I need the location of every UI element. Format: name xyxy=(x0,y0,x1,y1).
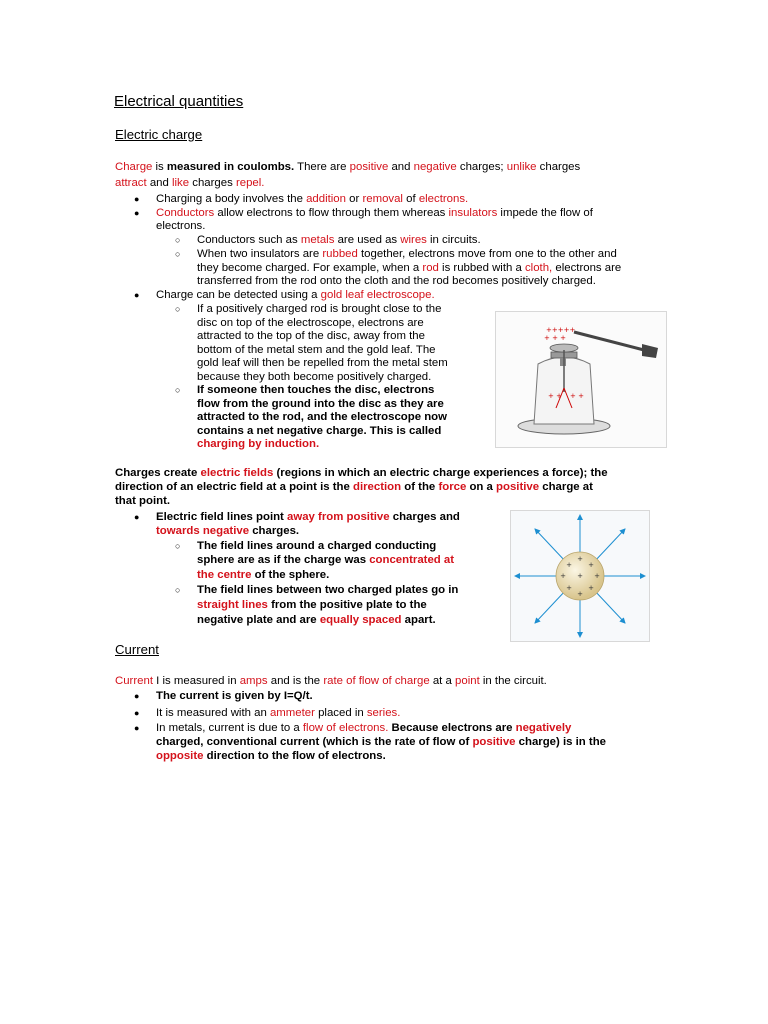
sub-item-sphere-l3: the centre of the sphere. xyxy=(197,569,330,581)
charge-intro-line-1: Charge is measured in coulombs. There are positive and negative charges; unlike charges xyxy=(115,161,581,173)
fields-para-line-2: direction of an electric field at a point is the direction of the force on a positive charge at xyxy=(115,481,593,493)
list-item-metals-l3: opposite direction to the flow of electrons. xyxy=(156,750,386,762)
plus-sign: + xyxy=(577,590,583,598)
bullet-circle: ○ xyxy=(175,385,181,395)
bullet-dot: ● xyxy=(134,208,140,218)
plus-sign: + xyxy=(588,561,594,569)
bullet-circle: ○ xyxy=(175,585,181,595)
plus-sign: + xyxy=(577,555,583,563)
list-item-electroscope: Charge can be detected using a gold leaf electroscope. xyxy=(156,289,435,301)
bullet-dot: ● xyxy=(134,691,140,701)
list-item-ammeter: It is measured with an ammeter placed in series. xyxy=(156,707,401,719)
list-item-metals-l2: charged, conventional current (which is the rate of flow of positive charge) is in the xyxy=(156,736,607,748)
plus-sign: + xyxy=(566,561,572,569)
bullet-dot: ● xyxy=(134,290,140,300)
bullet-circle: ○ xyxy=(175,304,181,314)
fields-para-line-3: that point. xyxy=(115,495,171,507)
plus-sign: + xyxy=(577,572,583,580)
sub-item-sphere-l1: The field lines around a charged conducting xyxy=(197,540,437,552)
sub-item-insulators-l3: transferred from the rod onto the cloth and the rod becomes positively charged. xyxy=(197,275,596,287)
plus-sign: + xyxy=(566,584,572,592)
section-heading-electric-charge: Electric charge xyxy=(115,127,203,142)
bullet-dot: ● xyxy=(134,708,140,718)
charge-intro-line-2: attract and like charges repel. xyxy=(115,177,265,189)
section-heading-current: Current xyxy=(115,642,159,657)
sub-item-insulators-l1: When two insulators are rubbed together, electrons move from one to the other and xyxy=(197,248,617,260)
current-intro: Current I is measured in amps and is the rate of flow of charge at a point in the circuit. xyxy=(115,675,547,687)
sub-item-plates-l3: negative plate and are equally spaced apart. xyxy=(197,614,436,626)
bullet-dot: ● xyxy=(134,194,140,204)
sub-item-plates-l1: The field lines between two charged plates go in xyxy=(197,584,459,596)
svg-text:+++++: +++++ xyxy=(546,326,576,334)
field-lines-figure xyxy=(510,510,650,642)
fields-para-line-1: Charges create electric fields (regions in which an electric charge experiences a force); the xyxy=(115,467,608,479)
bullet-dot: ● xyxy=(134,723,140,733)
sub-item-induction: If someone then touches the disc, electrons flow from the ground into the disc as they are attracted to the rod, and the electroscope now contains a net negative charge. This is called charging by induction. xyxy=(197,384,447,451)
bullet-circle: ○ xyxy=(175,249,181,259)
plus-sign: + xyxy=(594,572,600,580)
list-item-metals-l1: In metals, current is due to a flow of electrons. Because electrons are negatively xyxy=(156,722,572,734)
sub-item-insulators-l2: they become charged. For example, when a rod is rubbed with a cloth, electrons are xyxy=(197,262,622,274)
page-title: Electrical quantities xyxy=(114,93,244,110)
plus-sign: + xyxy=(560,572,566,580)
list-item-current-formula: The current is given by I=Q/t. xyxy=(156,690,313,702)
bullet-circle: ○ xyxy=(175,541,181,551)
sub-item-plates-l2: straight lines from the positive plate to the xyxy=(197,599,427,611)
electroscope-figure xyxy=(495,311,667,448)
plus-sign: + xyxy=(588,584,594,592)
list-item-field-lines-l2: towards negative charges. xyxy=(156,525,300,537)
svg-text:+ +: + + xyxy=(548,392,562,400)
field-lines-diagram xyxy=(511,511,649,641)
sub-item-metals: Conductors such as metals are used as wires in circuits. xyxy=(197,234,481,246)
list-item-field-lines-l1: Electric field lines point away from positive charges and xyxy=(156,511,460,523)
sub-item-sphere-l2: sphere are as if the charge was concentrated at xyxy=(197,554,455,566)
bullet-dot: ● xyxy=(134,512,140,522)
electroscope-illustration xyxy=(496,312,666,447)
list-item-charging: Charging a body involves the addition or removal of electrons. xyxy=(156,193,469,205)
sub-item-positive-rod: If a positively charged rod is brought close to the disc on top of the electroscope, electrons are attracted to the top of the disc, away from the bottom of the metal stem and the gold leaf. The gold leaf will then be repelled from the metal stem because they both become positively charged. xyxy=(197,303,448,383)
list-item-conductors: Conductors allow electrons to flow through them whereas insulators impede the flow of xyxy=(156,207,593,219)
svg-text:+ +: + + xyxy=(570,392,584,400)
svg-text:+ + +: + + + xyxy=(544,334,567,342)
bullet-circle: ○ xyxy=(175,235,181,245)
list-item-conductors-cont: electrons. xyxy=(156,220,206,232)
